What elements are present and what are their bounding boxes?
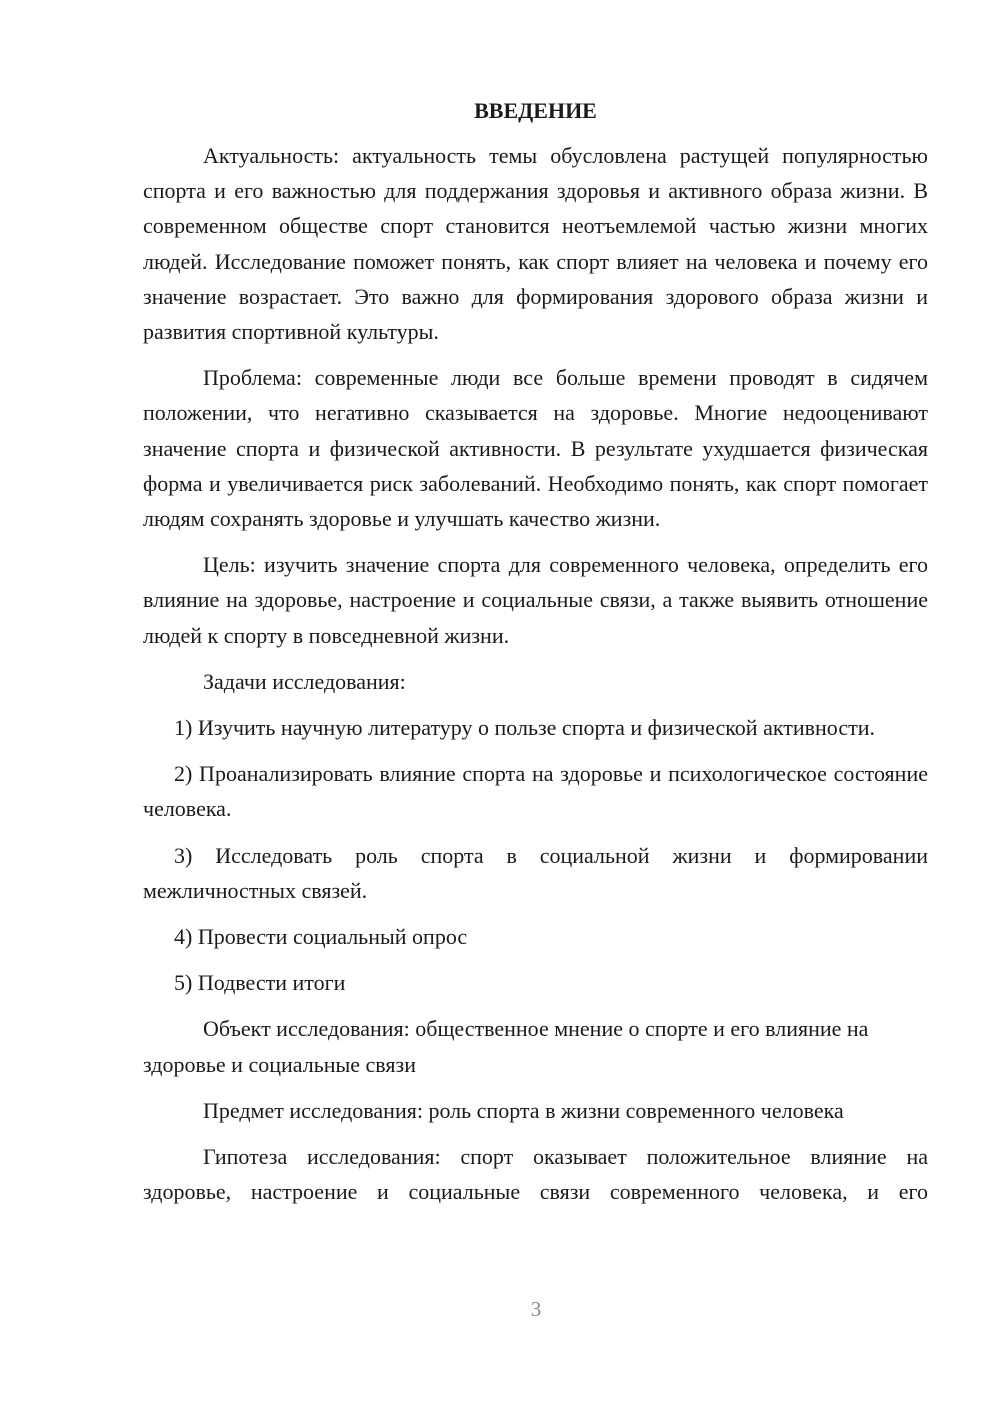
task-item: 2) Проанализировать влияние спорта на здоровье и психологическое состояние человека. (143, 761, 928, 822)
page-content (143, 96, 928, 1220)
object-paragraph: Объект исследования: общественное мнение о спорте и его влияние на здоровье и социальные связи (143, 1016, 869, 1077)
subject-paragraph: Предмет исследования: роль спорта в жизни современного человека (203, 1097, 844, 1123)
task-item: 4) Провести социальный опрос (174, 924, 468, 950)
task-item: 5) Подвести итоги (174, 970, 346, 996)
problem-paragraph: Проблема: современные люди все больше времени проводят в сидячем положении, что негативно сказывается на здоровье. Многие недооценивают значение спорта и физической активности. В результате ухудшается физическая форма и увеличивается риск заболеваний. Необходимо понять, как спорт помогает людям сохранять здоровье и улучшать качество жизни. (143, 365, 928, 532)
relevance-paragraph: Актуальность: актуальность темы обусловлена растущей популярностью спорта и его важностью для поддержания здоровья и активного образа жизни. В современном обществе спорт становится неотъемлемой частью жизни многих людей. Исследование поможет понять, как спорт влияет на человека и почему его значение возрастает. Это важно для формирования здорового образа жизни и развития спортивной культуры. (143, 143, 928, 345)
goal-paragraph: Цель: изучить значение спорта для современного человека, определить его влияние на здоровье, настроение и социальные связи, а также выявить отношение людей к спорту в повседневной жизни. (143, 552, 928, 648)
tasks-label: Задачи исследования: (203, 668, 406, 694)
task-item: 1) Изучить научную литературу о пользе спорта и физической активности. (174, 715, 875, 741)
page-number: 3 (530, 1297, 542, 1321)
task-item: 3) Исследовать роль спорта в социальной жизни и формировании межличностных связей. (143, 842, 928, 903)
hypothesis-paragraph: Гипотеза исследования: спорт оказывает положительное влияние на здоровье, настроение и социальные связи современного человека, и его (143, 1144, 928, 1205)
section-heading: ВВЕДЕНИЕ (474, 98, 597, 123)
